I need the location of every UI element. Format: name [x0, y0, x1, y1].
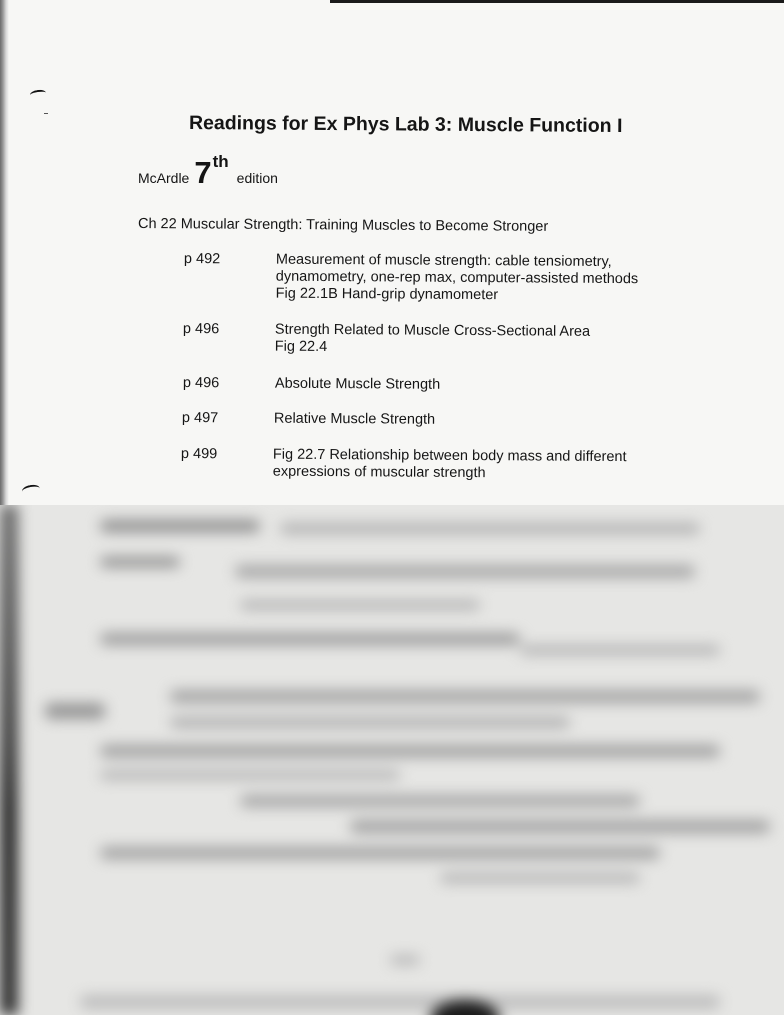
reading-line: Fig 22.1B Hand-grip dynamometer	[275, 285, 499, 304]
document-page	[0, 0, 784, 505]
reading-page: p 497	[181, 410, 219, 427]
reading-description	[276, 252, 686, 306]
edition-line	[138, 152, 278, 190]
reading-line: Relative Muscle Strength	[273, 410, 436, 428]
chapter-heading: Ch 22 Muscular Strength: Training Muscles to Become Stronger	[137, 216, 549, 235]
reading-page: p 492	[183, 251, 221, 268]
reading-line: Strength Related to Muscle Cross-Sectional Area	[274, 321, 591, 340]
edition-number: 7	[194, 155, 212, 190]
reading-line: dynamometry, one-rep max, computer-assisted methods	[275, 268, 639, 288]
reading-line: Fig 22.4	[274, 338, 328, 356]
reading-description	[274, 411, 684, 431]
reading-line: Absolute Muscle Strength	[274, 375, 441, 393]
blurred-region	[0, 505, 784, 1015]
reading-page: p 496	[182, 375, 220, 392]
author-name: McArdle	[138, 170, 190, 186]
reading-page: p 499	[180, 446, 218, 463]
page-title: Readings for Ex Phys Lab 3: Muscle Function I	[188, 112, 623, 138]
reading-line: expressions of muscular strength	[272, 463, 486, 482]
reading-page: p 496	[182, 321, 220, 338]
reading-line: Fig 22.7 Relationship between body mass and different	[272, 446, 627, 466]
reading-description	[273, 447, 683, 484]
blurred-text-shapes	[0, 505, 784, 1015]
edition-suffix: th	[212, 152, 229, 171]
reading-description	[275, 376, 685, 396]
reading-line: Measurement of muscle strength: cable tensiometry,	[275, 251, 612, 270]
reading-description	[275, 322, 685, 359]
edition-label: edition	[236, 170, 278, 186]
